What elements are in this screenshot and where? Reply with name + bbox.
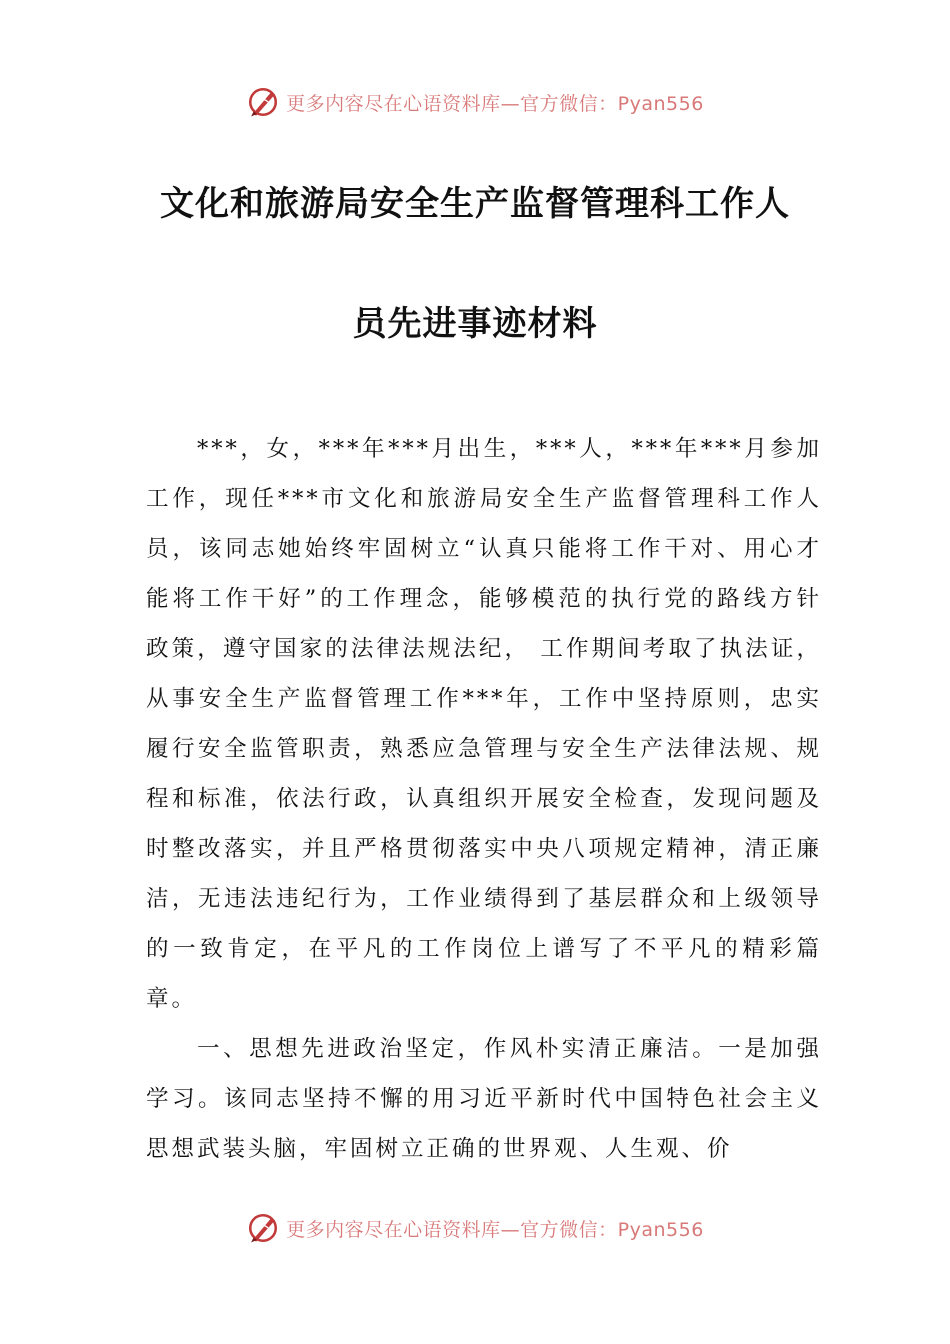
body-paragraph-2: 一、思想先进政治坚定，作风朴实清正廉洁。一是加强学习。该同志坚持不懈的用习近平新时代中国特色社会主义思想武装头脑，牢固树立正确的世界观、人生观、价 <box>146 1036 822 1162</box>
document-title-line-1: 文化和旅游局安全生产监督管理科工作人 <box>160 184 790 224</box>
document-body <box>146 424 822 1174</box>
pen-circle-logo-icon <box>246 85 280 119</box>
header-watermark-banner <box>0 82 950 122</box>
footer-watermark-banner <box>0 1208 950 1248</box>
header-watermark-text: 更多内容尽在心语资料库—官方微信：Pyan556 <box>286 92 704 115</box>
document-title-line-2: 员先进事迹材料 <box>352 304 598 344</box>
body-paragraph-1: ***，女，***年***月出生，***人，***年***月参加工作，现任***市文化和旅游局安全生产监督管理科工作人员，该同志她始终牢固树立“认真只能将工作干对、用心才能将工作干好”的工作理念，能够模范的执行党的路线方针政策，遵守国家的法律法规法纪， 工作期间考取了执法证，从事安全生产监督管理工作***年，工作中坚持原则，忠实履行安全监管职责，熟悉应急管理与安全生产法律法规、规程和标准，依法行政，认真组织开展安全检查，发现问题及时整改落实，并且严格贯彻落实中央八项规定精神，清正廉洁，无违法违纪行为，工作业绩得到了基层群众和上级领导的一致肯定，在平凡的工作岗位上谱写了不平凡的精彩篇章。 <box>146 436 822 1012</box>
footer-watermark-text: 更多内容尽在心语资料库—官方微信：Pyan556 <box>286 1218 704 1241</box>
pen-circle-logo-icon <box>246 1211 280 1245</box>
